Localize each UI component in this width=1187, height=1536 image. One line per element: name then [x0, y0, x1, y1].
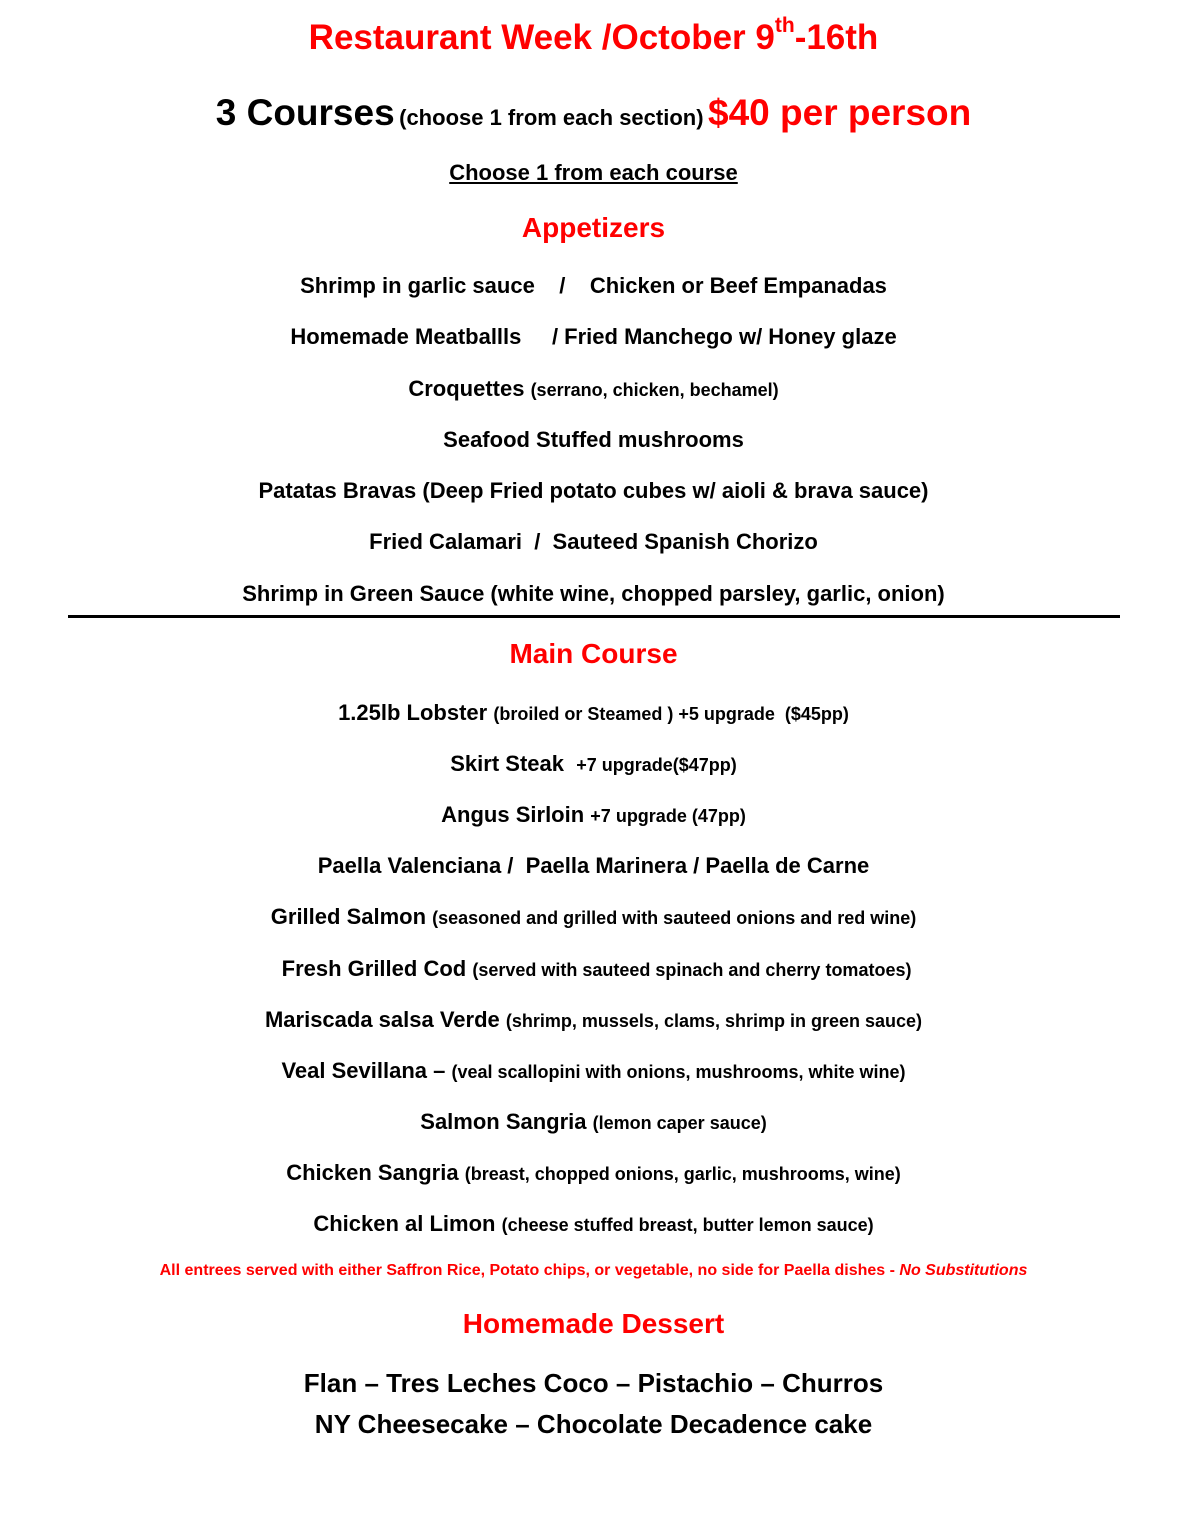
appetizers-heading: Appetizers [521, 212, 666, 243]
main-course-item [0, 802, 1187, 828]
appetizer-line: Homemade Meatballls / Fried Manchego w/ Honey glaze [290, 324, 897, 349]
note-text: All entrees served with either Saffron Rice, Potato chips, or vegetable, no side for Paella dishes - [159, 1262, 900, 1279]
main-course-item [0, 700, 1187, 726]
section-divider [68, 615, 1120, 618]
main-item-name: Mariscada salsa Verde [264, 1007, 506, 1032]
main-item-description: (cheese stuffed breast, butter lemon sauce) [501, 1215, 874, 1235]
appetizer-line: Shrimp in garlic sauce / Chicken or Beef Empanadas [300, 273, 887, 298]
main-item-description: +7 upgrade (47pp) [590, 806, 746, 826]
main-item-description: (breast, chopped onions, garlic, mushrooms, wine) [464, 1164, 901, 1184]
main-course-item [0, 1058, 1187, 1084]
appetizer-line: Fried Calamari / Sauteed Spanish Chorizo [369, 529, 818, 554]
appetizer-name: Croquettes [408, 376, 531, 401]
title-superscript: th [774, 14, 795, 37]
main-course-item [0, 1160, 1187, 1186]
appetizer-description: (serrano, chicken, bechamel) [530, 380, 779, 400]
main-item-name: Skirt Steak [450, 751, 577, 776]
note-emphasis: No Substitutions [899, 1262, 1028, 1279]
main-item-name: 1.25lb Lobster [338, 700, 494, 725]
dessert-heading: Homemade Dessert [462, 1308, 725, 1339]
price-line [0, 92, 1187, 134]
main-item-description: (served with sauteed spinach and cherry tomatoes) [472, 960, 912, 980]
main-course-item [0, 1007, 1187, 1033]
main-course-item [0, 751, 1187, 777]
appetizer-line: Seafood Stuffed mushrooms [443, 427, 744, 452]
appetizer-line: Shrimp in Green Sauce (white wine, chopped parsley, garlic, onion) [242, 581, 945, 606]
main-course-item [0, 853, 1187, 879]
menu-title [0, 14, 1187, 58]
main-item-name: Angus Sirloin [441, 802, 591, 827]
main-course-item [0, 904, 1187, 930]
entree-side-note [0, 1262, 1187, 1280]
main-item-name: Chicken al Limon [313, 1211, 502, 1236]
courses-label: 3 Courses [215, 92, 395, 133]
courses-note: (choose 1 from each section) [399, 105, 704, 130]
title-main: Restaurant Week /October 9 [308, 18, 775, 57]
main-item-description: +7 upgrade($47pp) [576, 755, 737, 775]
main-item-name: Salmon Sangria [420, 1109, 593, 1134]
main-item-description: (shrimp, mussels, clams, shrimp in green sauce) [505, 1011, 923, 1031]
dessert-line: Flan – Tres Leches Coco – Pistachio – Churros [303, 1368, 884, 1398]
instruction-text: Choose 1 from each course [449, 160, 738, 185]
appetizer-line: Patatas Bravas (Deep Fried potato cubes w/ aioli & brava sauce) [258, 478, 929, 503]
main-item-description: (broiled or Steamed ) +5 upgrade ($45pp) [493, 704, 849, 724]
appetizer-line [0, 376, 1187, 402]
main-item-description: (veal scallopini with onions, mushrooms, white wine) [451, 1062, 906, 1082]
main-course-item [0, 1109, 1187, 1135]
main-item-name: Veal Sevillana – [281, 1058, 452, 1083]
main-item-description: (lemon caper sauce) [592, 1113, 767, 1133]
main-item-description: (seasoned and grilled with sauteed onions and red wine) [432, 908, 917, 928]
main-course-item [0, 956, 1187, 982]
main-item-name: Grilled Salmon [270, 904, 433, 929]
main-course-heading: Main Course [509, 638, 678, 669]
main-item-name: Fresh Grilled Cod [275, 956, 473, 981]
main-item-name: Chicken Sangria [286, 1160, 465, 1185]
title-end: -16th [794, 18, 879, 57]
main-course-item [0, 1211, 1187, 1237]
price-label: $40 per person [708, 92, 972, 133]
dessert-line: NY Cheesecake – Chocolate Decadence cake [314, 1409, 873, 1439]
main-item-name: Paella Valenciana / Paella Marinera / Paella de Carne [317, 853, 870, 878]
